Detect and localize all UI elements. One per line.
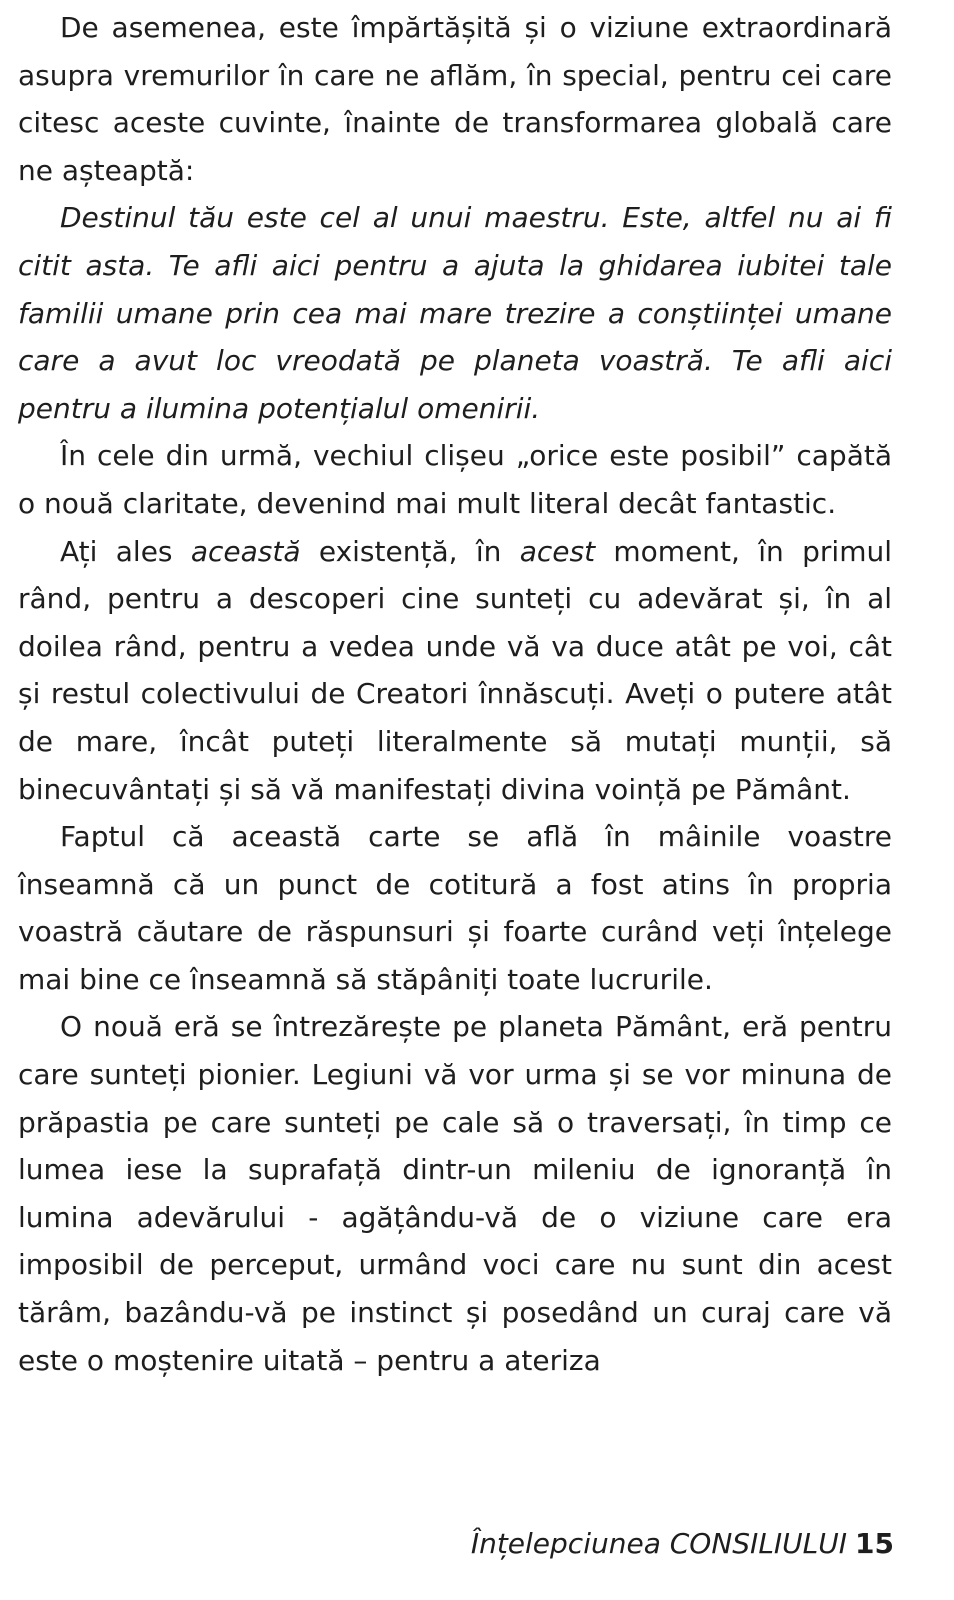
paragraph-6: O nouă eră se întrezărește pe planeta Pământ, eră pentru care sunteți pionier. Legiuni vă vor urma și se vor minuna de prăpastia pe care sunteți pe cale să o traversați, în timp ce lumea iese la suprafață dintr-un mileniu de ignoranță în lumina adevărului - agățându-vă de o viziune care era imposibil de perceput, urmând voci care nu sunt din acest tărâm, bazându-vă pe instinct și posedând un curaj care vă este o moștenire uitată – pentru a ateriza bbox=[18, 1010, 892, 1377]
paragraph-5: Faptul că această carte se află în mâinile voastre înseamnă că un punct de cotitură a fost atins în propria voastră căutare de răspunsuri și foarte curând veți înțelege mai bine ce înseamnă să stăpâniți toate lucrurile. bbox=[18, 820, 892, 996]
footer-book-title: Înțelepciunea CONSILIULUI bbox=[470, 1527, 848, 1560]
paragraph-2-quote: Destinul tău este cel al unui maestru. Este, altfel nu ai fi citit asta. Te afli aici pentru a ajuta la ghidarea iubitei tale familii umane prin cea mai mare trezire a conștiinței umane care a avut loc vreodată pe planeta voastră. Te afli aici pentru a ilumina potențialul omenirii. bbox=[18, 201, 892, 425]
paragraph-4 bbox=[18, 528, 892, 814]
paragraph-4-part-a: Ați ales bbox=[60, 534, 191, 568]
paragraph-1: De asemenea, este împărtășită și o viziune extraordinară asupra vremurilor în care ne aflăm, în special, pentru cei care citesc aceste cuvinte, înainte de transformarea globală care ne așteaptă: bbox=[18, 11, 892, 187]
page-text bbox=[18, 4, 892, 1384]
paragraph-4-emphasis-1: această bbox=[190, 534, 301, 568]
paragraph-3: În cele din urmă, vechiul clișeu „orice este posibil” capătă o nouă claritate, devenind mai mult literal decât fantastic. bbox=[18, 439, 892, 520]
paragraph-4-part-c: existență, în bbox=[300, 534, 520, 568]
page-footer bbox=[471, 1524, 894, 1564]
paragraph-4-part-e: moment, în primul rând, pentru a descoperi cine sunteți cu adevărat și, în al doilea rând, pentru a vedea unde vă va duce atât pe voi, cât și restul colectivului de Creatori înnăscuți. Aveți o putere atât de mare, încât puteți literalmente să mutați munții, să binecuvântați și să vă manifestați divina voință pe Pământ. bbox=[18, 534, 892, 806]
paragraph-4-emphasis-2: acest bbox=[519, 534, 596, 568]
footer-page-number: 15 bbox=[855, 1527, 894, 1560]
